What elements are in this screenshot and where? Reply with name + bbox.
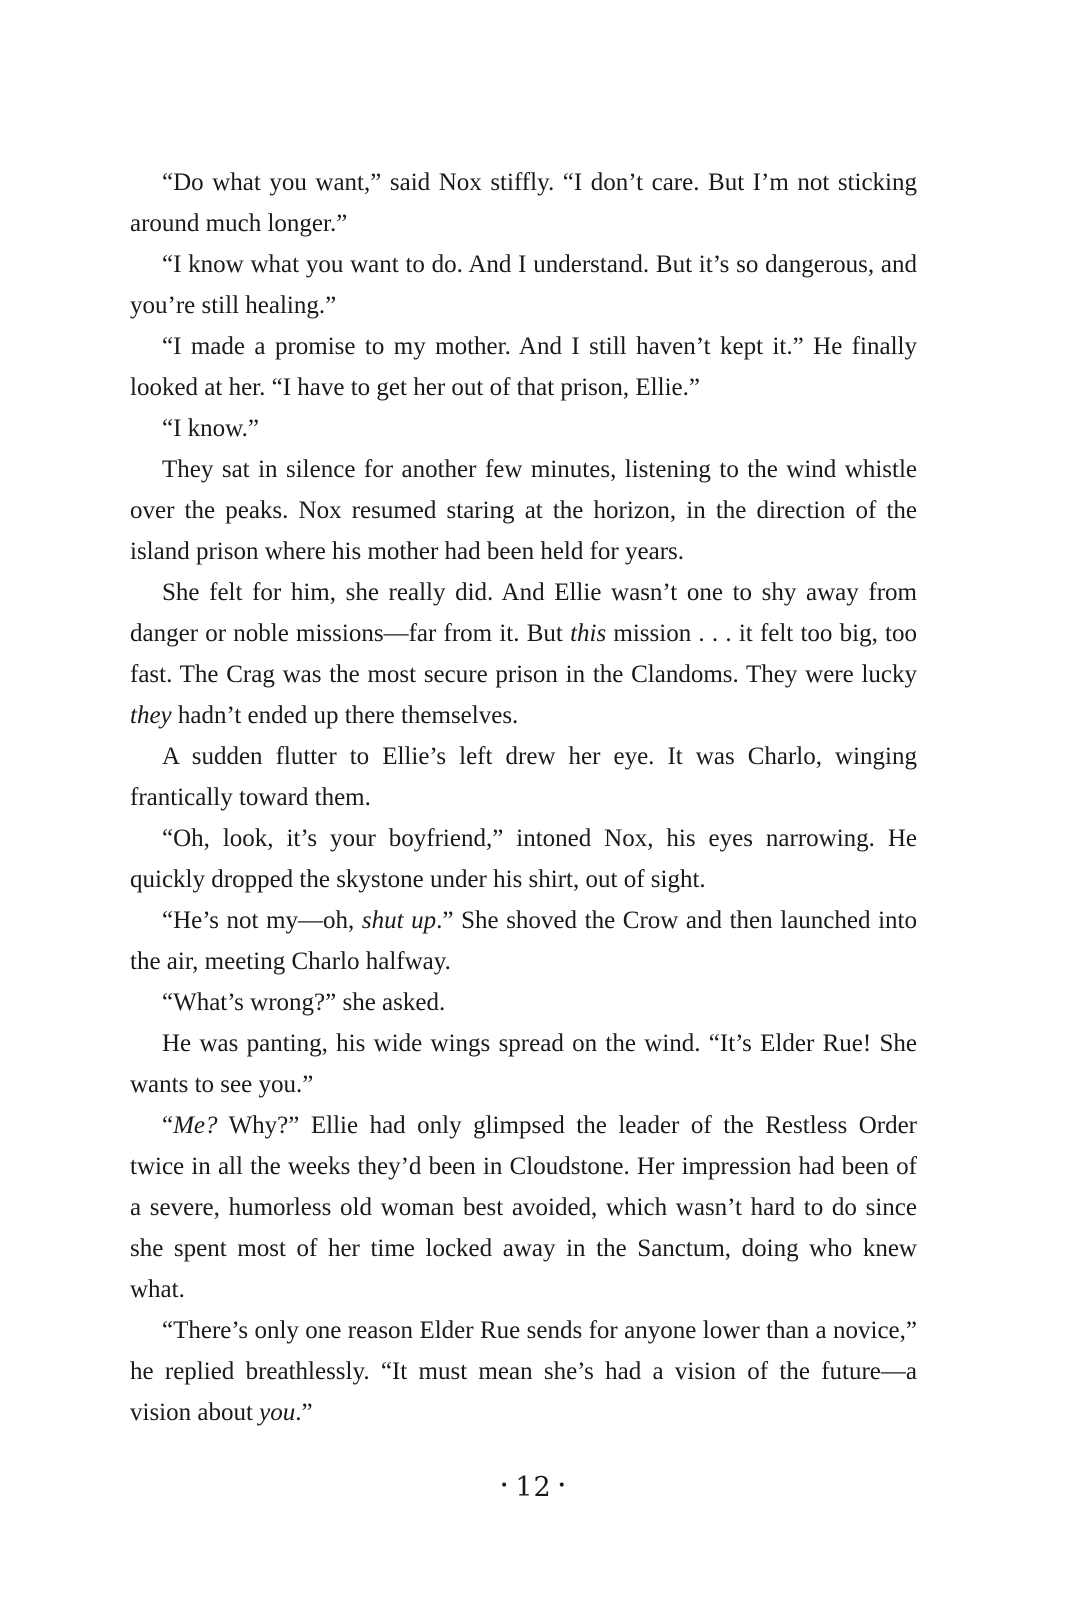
italic-text-run: this	[570, 620, 607, 647]
paragraph	[130, 982, 917, 1023]
text-run: hadn’t ended up there themselves.	[171, 702, 519, 729]
italic-text-run: you	[259, 1399, 296, 1426]
body-text	[130, 162, 917, 1433]
text-run: mission . . . it felt too big, too fast. The Crag was the most secure prison in the Clandoms. They were lucky	[130, 620, 918, 688]
text-run: “I know.”	[162, 415, 259, 442]
text-run: He was panting, his wide wings spread on the wind. “It’s Elder Rue! She wants to see you.”	[130, 1030, 917, 1098]
paragraph	[130, 449, 917, 572]
page-number	[0, 1470, 1067, 1507]
paragraph	[130, 1023, 917, 1105]
italic-text-run: they	[130, 702, 172, 729]
paragraph	[130, 818, 917, 900]
paragraph	[130, 736, 917, 818]
text-run: .” She shoved the Crow and then launched into the air, meeting Charlo halfway.	[130, 907, 917, 975]
paragraph	[130, 572, 917, 736]
paragraph	[130, 408, 917, 449]
text-run: They sat in silence for another few minutes, listening to the wind whistle over the peaks. Nox resumed staring at the horizon, in the direction of the island prison where his mother had been held for years.	[130, 456, 917, 565]
text-run: “I know what you want to do. And I understand. But it’s so dangerous, and you’re still healing.”	[130, 251, 917, 319]
page-number-left-ornament: •	[500, 1477, 510, 1494]
text-run: “He’s not my—oh,	[162, 907, 362, 934]
text-run: A sudden flutter to Ellie’s left drew her eye. It was Charlo, winging frantically toward them.	[130, 743, 917, 811]
italic-text-run: shut up	[361, 907, 437, 934]
text-run: “	[162, 1112, 174, 1139]
italic-text-run: Me?	[173, 1112, 218, 1139]
text-run: “Do what you want,” said Nox stiffly. “I don’t care. But I’m not sticking around much longer.”	[130, 169, 917, 237]
text-run: .”	[295, 1399, 313, 1426]
paragraph	[130, 244, 917, 326]
text-run: She felt for him, she really did. And Ellie wasn’t one to shy away from danger or noble missions—far from it. But	[130, 579, 917, 647]
text-run: Why?” Ellie had only glimpsed the leader of the Restless Order twice in all the weeks they’d been in Cloudstone. Her impression had been of a severe, humorless old woman best avoided, which wasn’t hard to do since she spent most of her time locked away in the Sanctum, doing who knew what.	[130, 1112, 917, 1303]
text-run: “I made a promise to my mother. And I still haven’t kept it.” He finally looked at her. “I have to get her out of that prison, Ellie.”	[130, 333, 917, 401]
text-run: “Oh, look, it’s your boyfriend,” intoned Nox, his eyes narrowing. He quickly dropped the skystone under his shirt, out of sight.	[130, 825, 917, 893]
text-run: “What’s wrong?” she asked.	[162, 989, 446, 1016]
paragraph	[130, 326, 917, 408]
paragraph	[130, 162, 917, 244]
paragraph	[130, 900, 917, 982]
page-number-right-ornament: •	[557, 1477, 567, 1494]
page-number-value: 12	[515, 1472, 552, 1503]
text-run: “There’s only one reason Elder Rue sends for anyone lower than a novice,” he replied breathlessly. “It must mean she’s had a vision of the future—a vision about	[130, 1317, 917, 1426]
paragraph	[130, 1310, 917, 1433]
paragraph	[130, 1105, 917, 1310]
